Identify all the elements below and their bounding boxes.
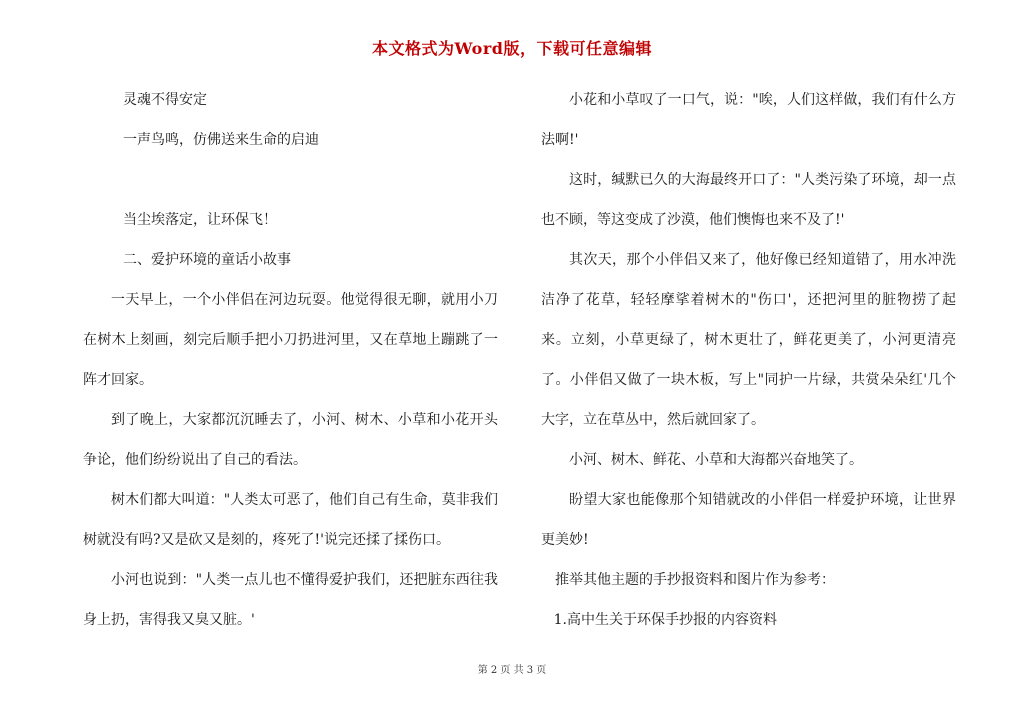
paragraph: 盼望大家也能像那个知错就改的小伴侣一样爱护环境，让世界更美妙! [541, 492, 956, 548]
paragraph: 小花和小草叹了一口气，说："唉，人们这样做，我们有什么方法啊!' [541, 92, 956, 148]
right-column [541, 80, 956, 640]
poem-line: 当尘埃落定，让环保飞！ [123, 212, 277, 228]
poem-line: 一声鸟鸣，仿佛送来生命的启迪 [123, 132, 319, 148]
paragraph: 其次天，那个小伴侣又来了，他好像已经知道错了，用水冲洗洁净了花草，轻轻摩挲着树木的"伤口'，还把河里的脏物捞了起来。立刻，小草更绿了，树木更壮了，鲜花更美了，小河更清亮了。小伴侣又做了一块木板，写上"同护一片绿，共赏朵朵红'几个大字，立在草丛中，然后就回家了。 [541, 252, 956, 428]
recommendation-line: 推举其他主题的手抄报资料和图片作为参考： [555, 572, 835, 588]
paragraph: 树木们都大叫道："人类太可恶了，他们自己有生命，莫非我们树就没有吗?又是砍又是刻的，疼死了!'说完还揉了揉伤口。 [83, 492, 498, 548]
document-header: 本文格式为Word版，下载可任意编辑 [372, 39, 652, 58]
page-number: 第 2 页 共 3 页 [477, 665, 547, 676]
section-heading: 二、爱护环境的童话小故事 [123, 252, 291, 268]
paragraph: 到了晚上，大家都沉沉睡去了，小河、树木、小草和小花开头争论，他们纷纷说出了自己的看法。 [83, 412, 498, 468]
paragraph: 小河、树木、鲜花、小草和大海都兴奋地笑了。 [569, 452, 863, 468]
blank-line [83, 160, 498, 200]
poem-line: 灵魂不得安定 [123, 92, 207, 108]
left-column [83, 80, 498, 640]
paragraph: 小河也说到："人类一点儿也不懂得爱护我们，还把脏东西往我身上扔，害得我又臭又脏。' [83, 572, 498, 628]
paragraph: 一天早上，一个小伴侣在河边玩耍。他觉得很无聊，就用小刀在树木上刻画，刻完后顺手把小刀扔进河里，又在草地上蹦跳了一阵才回家。 [83, 292, 498, 388]
reference-item: 1.高中生关于环保手抄报的内容资料 [553, 612, 777, 628]
paragraph: 这时，缄默已久的大海最终开口了："人类污染了环境，却一点也不顾，等这变成了沙漠，他们懊悔也来不及了!' [541, 172, 956, 228]
